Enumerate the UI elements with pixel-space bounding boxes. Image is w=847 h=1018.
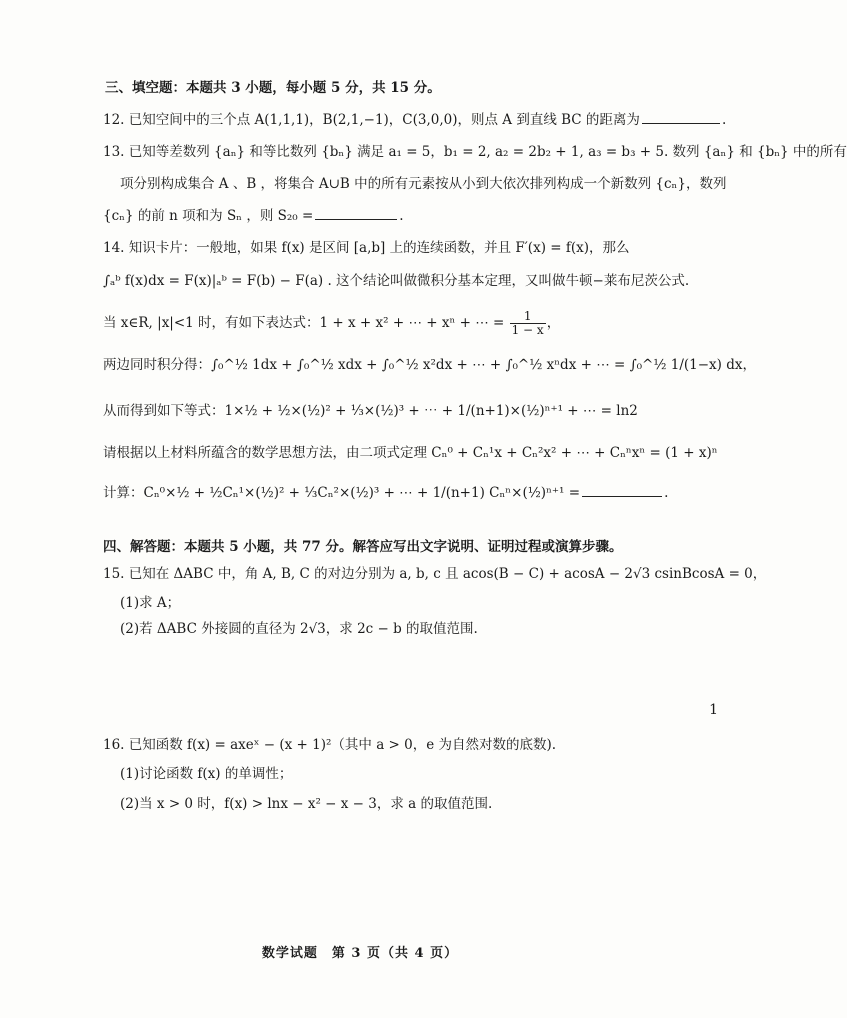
q14-fraction — [510, 310, 546, 337]
q13-line3-text: {cₙ} 的前 n 项和为 Sₙ ，则 S₂₀ = — [103, 208, 314, 224]
q14-line3-text: 当 x∈R, |x|<1 时，有如下表达式：1 + x + x² + ⋯ + xⁿ + ⋯ = — [103, 315, 505, 331]
q14-line7-text: 计算：Cₙ⁰×½ + ½Cₙ¹×(½)² + ⅓Cₙ²×(½)³ + ⋯ + 1/(n+1) Cₙⁿ×(½)ⁿ⁺¹ = — [103, 485, 581, 501]
q13-answer-blank[interactable] — [315, 207, 397, 220]
q12-text: 12. 已知空间中的三个点 A(1,1,1)，B(2,1,−1)，C(3,0,0)，则点 A 到直线 BC 的距离为 — [103, 112, 640, 128]
q13-line2: 项分别构成集合 A 、B ，将集合 A∪B 中的所有元素按从小到大依次排列构成一个新数列 {cₙ}，数列 — [120, 176, 727, 192]
q14-line4: 两边同时积分得：∫₀^½ 1dx + ∫₀^½ xdx + ∫₀^½ x²dx + ⋯ + ∫₀^½ xⁿdx + ⋯ = ∫₀^½ 1/(1−x) dx， — [103, 357, 756, 373]
q14-line3 — [103, 310, 560, 337]
q14-tail: . — [664, 485, 669, 501]
section3-heading: 三、填空题：本题共 3 小题，每小题 5 分，共 15 分。 — [105, 80, 441, 96]
q13-line3 — [103, 207, 404, 225]
page-footer: 数学试题 第 3 页（共 4 页） — [261, 946, 459, 961]
q14-fraction-num: 1 — [510, 310, 546, 324]
side-mark: 1 — [709, 702, 718, 718]
q14-line5: 从而得到如下等式：1×½ + ½×(½)² + ⅓×(½)³ + ⋯ + 1/(n+1)×(½)ⁿ⁺¹ + ⋯ = ln2 — [103, 403, 638, 419]
q14-line7 — [103, 484, 668, 502]
q12-answer-blank[interactable] — [642, 111, 720, 124]
q14-line6: 请根据以上材料所蕴含的数学思想方法，由二项式定理 Cₙ⁰ + Cₙ¹x + Cₙ²x² + ⋯ + Cₙⁿxⁿ = (1 + x)ⁿ — [103, 445, 718, 461]
q15-line1: 15. 已知在 ΔABC 中，角 A, B, C 的对边分别为 a, b, c 且 acos(B − C) + acosA − 2√3 csinBcosA = 0， — [103, 566, 767, 582]
q14-line2: ∫ₐᵇ f(x)dx = F(x)|ₐᵇ = F(b) − F(a) . 这个结论叫做微积分基本定理，又叫做牛顿−莱布尼茨公式. — [103, 273, 690, 289]
q14-line1: 14. 知识卡片：一般地，如果 f(x) 是区间 [a,b] 上的连续函数，并且 F′(x) = f(x)，那么 — [103, 240, 630, 256]
q15-part2: (2)若 ΔABC 外接圆的直径为 2√3，求 2c − b 的取值范围. — [120, 621, 478, 637]
q15-part1: (1)求 A； — [120, 595, 181, 611]
q16-part1: (1)讨论函数 f(x) 的单调性； — [120, 766, 293, 782]
q13-tail: . — [399, 208, 404, 224]
q12-tail: . — [721, 112, 727, 128]
q14-line3-tail: ， — [546, 315, 561, 331]
q13-line1: 13. 已知等差数列 {aₙ} 和等比数列 {bₙ} 满足 a₁ = 5，b₁ = 2, a₂ = 2b₂ + 1, a₃ = b₃ + 5. 数列 {aₙ} 和 {bₙ} 中的所有 — [103, 144, 847, 160]
q16-line1: 16. 已知函数 f(x) = axeˣ − (x + 1)²（其中 a > 0，e 为自然对数的底数). — [103, 737, 557, 753]
section4-heading: 四、解答题：本题共 5 小题，共 77 分。解答应写出文字说明、证明过程或演算步骤。 — [103, 539, 623, 555]
q16-part2: (2)当 x > 0 时，f(x) > lnx − x² − x − 3，求 a 的取值范围. — [120, 796, 493, 812]
question-12 — [103, 111, 726, 129]
q14-fraction-den: 1 − x — [511, 323, 544, 337]
q14-answer-blank[interactable] — [582, 484, 662, 497]
